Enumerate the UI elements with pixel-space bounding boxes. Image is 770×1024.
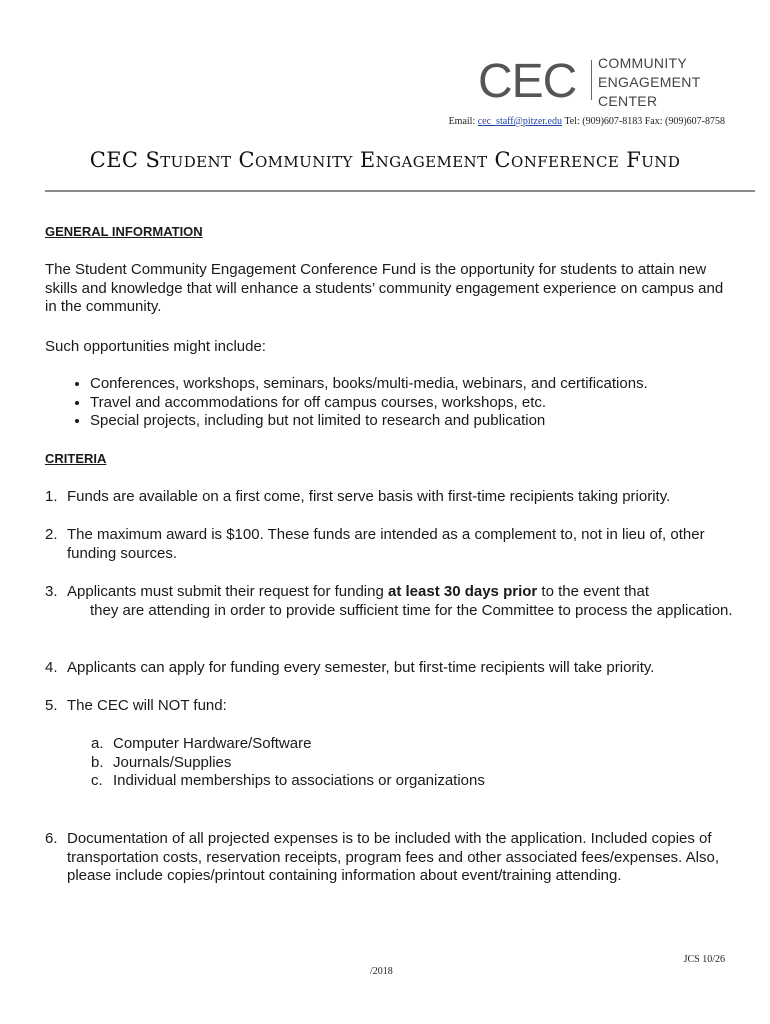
tel-fax: Tel: (909)607-8183 Fax: (909)607-8758 (564, 116, 725, 127)
email-link[interactable]: cec_staff@pitzer.edu (477, 116, 562, 127)
criteria-heading: CRITERIA (45, 451, 107, 466)
item-text: Journals/Supplies (113, 753, 232, 771)
footer-code: JCS 10/26 (683, 954, 725, 965)
title-rule (45, 190, 755, 192)
contact-line (449, 116, 725, 127)
item-text: The maximum award is $100. These funds are intended as a complement to, not in lieu of, other funding sources. (67, 526, 705, 562)
item-text (67, 583, 735, 602)
item-text: Documentation of all projected expenses is to be included with the application. Included copies of transportation costs, reservation receipts, program fees and other associated fees/expenses. Also, please include copies/printout containing information about event/training attending. (67, 830, 720, 884)
logo-line-1: COMMUNITY (598, 55, 688, 71)
list-item (91, 754, 691, 773)
item-label: a. (91, 735, 104, 752)
general-heading-block (45, 223, 735, 242)
criteria-item-5 (45, 697, 735, 716)
footer-year: /2018 (370, 966, 393, 977)
item-number: 4. (45, 659, 58, 676)
logo-line-2: ENGAGEMENT (598, 74, 701, 90)
item-number: 1. (45, 488, 58, 505)
opportunities-intro: Such opportunities might include: (45, 338, 266, 355)
criteria-item-1 (45, 488, 735, 507)
logo-line-3: CENTER (598, 93, 658, 109)
item-text: Individual memberships to associations or organizations (113, 772, 485, 789)
item-text: The CEC will NOT fund: (67, 697, 227, 714)
list-item: • Conferences, workshops, seminars, books/multi-media, webinars, and certifications. (90, 375, 735, 394)
item-number: 2. (45, 526, 58, 543)
item-number: 3. (45, 583, 58, 600)
general-heading: GENERAL INFORMATION (45, 224, 203, 239)
item-label: c. (91, 772, 103, 789)
item-text-bold: at least 30 days prior (388, 583, 538, 600)
item-label: b. (91, 753, 104, 771)
item-number: 6. (45, 830, 58, 847)
criteria-item-4 (45, 659, 735, 678)
email-label: Email: (448, 116, 476, 127)
list-item: • Special projects, including but not limited to research and publication (90, 412, 735, 431)
not-funded-list (91, 735, 691, 791)
logo-divider (591, 60, 592, 100)
general-paragraph: The Student Community Engagement Conference Fund is the opportunity for students to attain new skills and knowledge that will enhance a students’ community engagement experience on campus and in the community. (45, 261, 724, 315)
logo-abbrev: CEC (478, 55, 577, 108)
item-number: 5. (45, 697, 58, 714)
criteria-item-6 (45, 830, 735, 886)
item-text-continued: they are attending in order to provide sufficient time for the Committee to process the application. (90, 601, 733, 619)
opportunities-list (45, 375, 735, 431)
criteria-item-2 (45, 526, 735, 563)
item-text-pre: Applicants must submit their request for funding (67, 583, 388, 600)
document-title: CEC Student Community Engagement Conference Fund (89, 148, 681, 172)
item-text-post: to the event that (537, 583, 649, 600)
item-text: Applicants can apply for funding every semester, but first-time recipients will take priority. (67, 659, 655, 676)
list-item (91, 772, 691, 791)
list-item: • Travel and accommodations for off campus courses, workshops, etc. (90, 394, 735, 413)
list-item (91, 735, 691, 754)
item-text: Computer Hardware/Software (113, 735, 312, 752)
criteria-heading-block (45, 450, 735, 469)
logo-words (598, 54, 701, 111)
item-text: Funds are available on a first come, first serve basis with first-time recipients taking priority. (67, 488, 671, 505)
criteria-item-3 (45, 583, 735, 620)
